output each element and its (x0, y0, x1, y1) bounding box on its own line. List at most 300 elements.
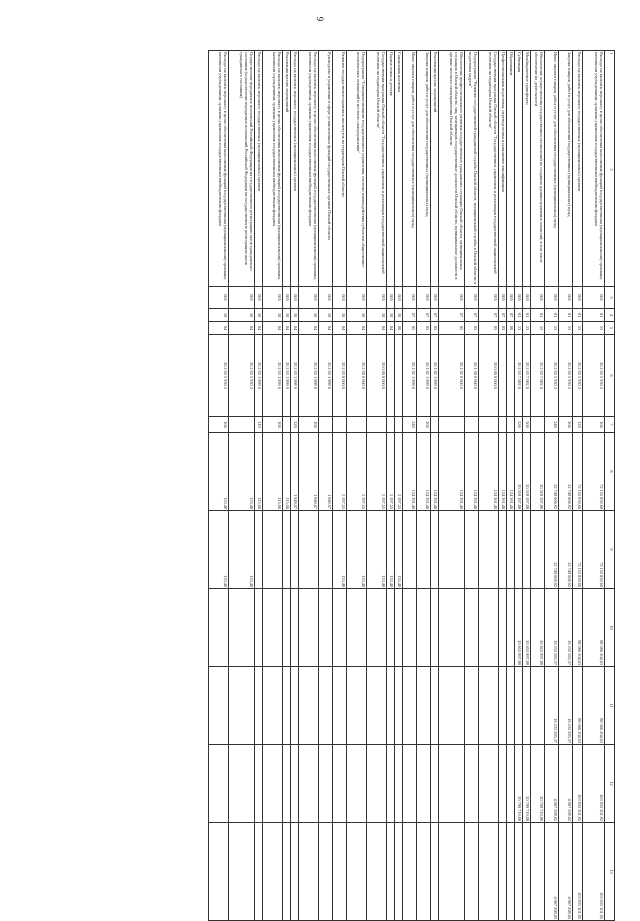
table-cell: 04 (299, 322, 319, 335)
table-cell (417, 667, 431, 745)
table-cell: 04 (319, 322, 333, 335)
table-cell: 05 (479, 322, 499, 335)
table-cell: 2 197,55 (395, 433, 403, 511)
table-cell: 88 566 204,63 (583, 589, 605, 667)
page-number: 9 (315, 16, 325, 22)
table-cell: 13 (559, 322, 573, 335)
table-cell: 133,48 (387, 511, 395, 589)
table-cell: 20 2 03 1 999 0 (263, 335, 283, 417)
table-cell: 20 799 719,88 (515, 745, 523, 823)
table-cell: 005 (333, 287, 347, 309)
row-name-cell: Реализация прочих мероприятий (431, 51, 439, 287)
header-label: 4 (609, 313, 614, 317)
table-cell (465, 417, 479, 433)
table-cell (263, 667, 283, 745)
table-cell: 005 (347, 287, 367, 309)
page-body (40, 50, 615, 919)
table-cell: 005 (291, 287, 299, 309)
header-cell (605, 417, 615, 433)
table-row (465, 51, 479, 921)
table-cell: 88 566 204,63 (583, 667, 605, 745)
row-name-cell: Подпрограмма "Совершенствование государственного управления, системы взаимодействия субъектов общественно-политических отношений и местного самоуправления" (347, 51, 367, 287)
table-cell: 10 (333, 309, 347, 322)
table-cell: 10 (291, 309, 299, 322)
table-cell (499, 589, 507, 667)
table-cell (395, 667, 403, 745)
table-cell: 005 (403, 287, 417, 309)
row-name-cell: Развитие государственно-правовых институтов на территории Омской области (333, 51, 347, 287)
header-label: 1 (609, 52, 614, 55)
table-cell (395, 335, 403, 417)
row-name-cell: Социальная политика (395, 51, 403, 287)
table-cell (523, 667, 531, 745)
table-cell (263, 745, 283, 823)
table-cell (507, 589, 515, 667)
table-cell: 20 1 01 1 999 0 (431, 335, 439, 417)
rotated-table-wrapper (40, 50, 615, 919)
table-row (299, 51, 319, 921)
table-cell (291, 823, 299, 921)
table-cell: 07 (417, 309, 431, 322)
table-cell (395, 417, 403, 433)
table-cell: 01 (583, 309, 605, 322)
table-cell (507, 335, 515, 417)
table-cell: 124 361,40 (439, 433, 465, 511)
table-cell: 20 2 03 7 082 0 (523, 335, 531, 417)
table-cell (439, 511, 465, 589)
table-cell (367, 667, 387, 745)
table-cell (367, 823, 387, 921)
table-cell (209, 823, 229, 921)
table-cell (523, 823, 531, 921)
header-label: 2 (609, 168, 614, 171)
table-cell (531, 823, 545, 921)
table-cell: 20 655 997,88 (531, 589, 545, 667)
table-cell: 72 155 859,60 (583, 433, 605, 511)
table-cell: 4 967 298,05 (559, 823, 573, 921)
table-cell: 133,48 (367, 511, 387, 589)
table-cell: 10 (263, 309, 283, 322)
table-cell (347, 745, 367, 823)
table-cell: 07 (403, 309, 417, 322)
table-cell: 2 197,55 (333, 433, 347, 511)
table-row (367, 51, 387, 921)
table-cell (465, 667, 479, 745)
table-cell: 133,48 (229, 433, 255, 511)
row-name-cell: Расходы на выплаты персоналу государственных (муниципальных) органов (573, 51, 583, 287)
table-cell: 005 (545, 287, 559, 309)
table-cell: 133,48 (333, 511, 347, 589)
table-cell (229, 589, 255, 667)
table-cell: 04 (367, 322, 387, 335)
table-cell: 110 (255, 417, 263, 433)
table-cell: 10 (387, 309, 395, 322)
table-cell (367, 745, 387, 823)
table-cell (479, 745, 499, 823)
table-cell: 88 566 204,63 (573, 667, 583, 745)
table-cell: 20 2 03 0 000 0 (333, 335, 347, 417)
table-cell (499, 745, 507, 823)
table-cell: 10 (209, 309, 229, 322)
table-cell: 20 1 01 0 000 0 (439, 335, 465, 417)
table-cell (319, 745, 333, 823)
table-cell (531, 417, 545, 433)
table-cell: 01 (523, 309, 531, 322)
table-cell (465, 511, 479, 589)
table-cell: 20 518 197,88 (515, 433, 523, 511)
table-cell: 100 (263, 417, 283, 433)
table-cell: 20 2 03 1 999 0 (283, 335, 291, 417)
table-cell: 20 799 719,88 (531, 745, 545, 823)
table-cell: 13 (545, 322, 559, 335)
table-cell (229, 823, 255, 921)
table-row (209, 51, 229, 921)
table-cell (347, 667, 367, 745)
table-row (507, 51, 515, 921)
table-cell (283, 823, 291, 921)
header-cell (605, 433, 615, 511)
table-cell: 20 2 03 1 998 0 (299, 335, 319, 417)
table-cell: 005 (209, 287, 229, 309)
table-cell (507, 745, 515, 823)
table-cell: 00 (395, 322, 403, 335)
row-name-cell: Охрана семьи и детства (387, 51, 395, 287)
table-cell (255, 823, 263, 921)
row-name-cell: Государственная программа Омской области "Государственное управление и реализация государственной национальной политики на территории Омской области" (479, 51, 499, 287)
table-row (263, 51, 283, 921)
row-name-cell: Реализация прочих мероприятий (283, 51, 291, 287)
table-cell: 124 361,40 (499, 433, 507, 511)
table-cell (531, 667, 545, 745)
table-cell (439, 589, 465, 667)
table-row (333, 51, 347, 921)
table-cell: 13 (573, 322, 583, 335)
table-cell: 115,00 (255, 433, 263, 511)
table-cell: 133,48 (209, 511, 229, 589)
table-cell: 124 361,40 (507, 433, 515, 511)
table-cell: 240 (545, 417, 559, 433)
table-cell: 200 (559, 417, 573, 433)
header-label: 7 (609, 423, 614, 426)
table-cell: 1 949,07 (319, 433, 333, 511)
table-cell: 120 (573, 417, 583, 433)
table-cell: 20 2 03 5 930 2 (209, 335, 229, 417)
table-cell: 04 (255, 322, 263, 335)
table-cell (333, 417, 347, 433)
table-cell: 20 2 03 5 930 2 (229, 335, 255, 417)
table-cell (299, 667, 319, 745)
table-cell: 20 2 03 5 930 2 (545, 335, 559, 417)
table-cell: 04 (387, 322, 395, 335)
table-cell (263, 589, 283, 667)
table-cell: 01 (545, 309, 559, 322)
table-row (573, 51, 583, 921)
table-cell: 04 (263, 322, 283, 335)
table-cell (333, 667, 347, 745)
table-cell: 07 (431, 309, 439, 322)
table-cell (291, 511, 299, 589)
table-cell (499, 417, 507, 433)
row-name-cell: Расходы на выплаты персоналу в целях обеспечения выполнения функций государственными (муниципальными) органами, казенными учреждениями, органами управления государственными внебюджетными фондами (299, 51, 319, 287)
table-cell: 1 949,07 (291, 433, 299, 511)
table-cell (403, 667, 417, 745)
table-cell: 00 (507, 322, 515, 335)
table-row (395, 51, 403, 921)
table-cell (395, 589, 403, 667)
table-row (403, 51, 417, 921)
table-cell: 20 655 997,88 (515, 589, 523, 667)
table-row (479, 51, 499, 921)
table-cell: 04 (209, 322, 229, 335)
table-cell: 22 749 006,92 (559, 511, 573, 589)
table-cell (431, 417, 439, 433)
row-name-cell: Межбюджетные трансферты (523, 51, 531, 287)
table-cell: 88 566 204,63 (573, 589, 583, 667)
table-cell (499, 511, 507, 589)
table-cell: 16 232 595,37 (545, 667, 559, 745)
row-name-cell: Иные закупки товаров, работ и услуг для обеспечения государственных (муниципальных) нужд (545, 51, 559, 287)
table-cell: 005 (559, 287, 573, 309)
table-cell (479, 667, 499, 745)
header-label: 13 (609, 869, 614, 874)
table-cell (499, 335, 507, 417)
table-cell (347, 823, 367, 921)
table-cell: 10 (299, 309, 319, 322)
table-cell: 120 (291, 417, 299, 433)
table-cell (319, 823, 333, 921)
table-cell: 13 (523, 322, 531, 335)
table-cell (283, 511, 291, 589)
table-cell (319, 511, 333, 589)
table-cell: 115,00 (283, 433, 291, 511)
table-cell: 4 967 298,05 (545, 823, 559, 921)
table-cell: 10 (229, 309, 255, 322)
table-cell: 01 (515, 309, 523, 322)
table-cell (291, 667, 299, 745)
table-cell: 10 (367, 309, 387, 322)
table-cell (387, 589, 395, 667)
table-cell: 20 799 719,88 (523, 745, 531, 823)
table-cell (283, 667, 291, 745)
table-cell: 200 (417, 417, 431, 433)
table-cell: 05 (417, 322, 431, 335)
table-cell (523, 511, 531, 589)
table-cell (507, 417, 515, 433)
table-cell: 20 2 03 7 082 0 (531, 335, 545, 417)
table-cell (333, 745, 347, 823)
table-cell: 005 (299, 287, 319, 309)
table-cell (507, 667, 515, 745)
row-name-cell: Расходы на выплаты персоналу государственных (муниципальных) органов (291, 51, 299, 287)
header-cell (605, 745, 615, 823)
header-cell (605, 667, 615, 745)
table-cell: 4 967 298,05 (559, 745, 573, 823)
table-cell: 20 2 03 1 999 0 (255, 335, 263, 417)
table-cell (291, 589, 299, 667)
table-cell (507, 823, 515, 921)
table-cell: 124 361,40 (403, 433, 417, 511)
table-row (499, 51, 507, 921)
table-cell (255, 511, 263, 589)
table-cell: 20 2 03 5 930 2 (559, 335, 573, 417)
header-label: 12 (609, 781, 614, 786)
table-cell (439, 745, 465, 823)
table-cell: 100 (299, 417, 319, 433)
row-name-cell: Образование (507, 51, 515, 287)
table-cell: 16 232 595,37 (545, 589, 559, 667)
table-cell: 20 2 03 5 930 2 (573, 335, 583, 417)
table-cell: 13 (583, 322, 605, 335)
table-cell: 2 197,55 (347, 433, 367, 511)
table-cell (417, 589, 431, 667)
table-cell: 005 (255, 287, 263, 309)
table-cell: 16 232 595,37 (559, 589, 573, 667)
row-name-cell: Расходы на выплаты персоналу в целях обеспечения выполнения функций государственными (муниципальными) органами, казенными учреждениями, органами управления государственными внебюджетными фондами (209, 51, 229, 287)
table-cell (395, 745, 403, 823)
table-row (439, 51, 465, 921)
table-cell (431, 667, 439, 745)
table-cell (333, 823, 347, 921)
table-row (417, 51, 431, 921)
row-name-cell: Руководство и управление в сфере установленных функций государственных органов Омской области (319, 51, 333, 287)
table-row (291, 51, 299, 921)
table-cell: 005 (573, 287, 583, 309)
table-cell: 1 949,07 (299, 433, 319, 511)
table-cell: 124 361,40 (479, 433, 499, 511)
header-cell (605, 287, 615, 309)
table-cell (499, 823, 507, 921)
table-cell (431, 511, 439, 589)
row-name-cell: Расходы на выплаты персоналу в целях обеспечения выполнения функций государственными (муниципальными) органами, казенными учреждениями, органами управления государственными внебюджетными фондами (263, 51, 283, 287)
table-cell: 04 (347, 322, 367, 335)
table-cell: 005 (465, 287, 479, 309)
table-cell: 20 2 00 0 000 0 (347, 335, 367, 417)
table-row (255, 51, 263, 921)
header-label: 10 (609, 625, 614, 630)
table-cell: 005 (417, 287, 431, 309)
row-name-cell: Профессиональная подготовка, переподготовка и повышение квалификации (499, 51, 507, 287)
table-row (523, 51, 531, 921)
table-cell: 10 (395, 309, 403, 322)
table-cell (479, 823, 499, 921)
table-cell (439, 417, 465, 433)
row-name-cell: Обеспечение профессионального развития государственных гражданских служащих Омской области, муниципальных служащих в Омской области, лиц, замещающих государственные должности Омской области, муниципальные должности в органах местного самоуправления Омской области (439, 51, 465, 287)
table-cell (319, 417, 333, 433)
table-cell: 20 1 01 1 999 0 (403, 335, 417, 417)
table-row (583, 51, 605, 921)
table-cell: 2 197,55 (387, 433, 395, 511)
table-cell: 4 967 298,05 (545, 745, 559, 823)
table-cell (387, 667, 395, 745)
header-label: 8 (609, 470, 614, 473)
row-name-cell: Осуществление переданных полномочий Российской Федерации на государственную регистрацию актов гражданского состояния (осуществление переданных полномочий Российской Федерации на государственную регистрацию актов гражданского состояния) (229, 51, 255, 287)
row-name-cell: Расходы на выплаты персоналу государственных (муниципальных) органов (255, 51, 263, 287)
table-cell: 124 361,40 (431, 433, 439, 511)
table-cell (431, 823, 439, 921)
table-cell: 005 (531, 287, 545, 309)
table-cell: 22 749 006,92 (545, 511, 559, 589)
row-name-cell: Иные закупки товаров, работ и услуг для обеспечения государственных (муниципальных) нужд (403, 51, 417, 287)
table-cell (465, 589, 479, 667)
header-label: 9 (609, 548, 614, 551)
table-cell: 05 (403, 322, 417, 335)
table-cell (465, 745, 479, 823)
table-cell: 01 (531, 309, 545, 322)
table-row (387, 51, 395, 921)
header-label: 11 (609, 703, 614, 708)
table-cell: 20 0 00 0 000 0 (367, 335, 387, 417)
table-cell (347, 417, 367, 433)
header-label: 5 (609, 326, 614, 330)
table-cell (515, 823, 523, 921)
table-row (531, 51, 545, 921)
table-cell (507, 511, 515, 589)
header-label: 3 (609, 296, 614, 299)
header-cell (605, 322, 615, 335)
table-cell: 01 (559, 309, 573, 322)
table-cell: 005 (431, 287, 439, 309)
table-cell: 103 835 301,95 (583, 745, 605, 823)
table-row (515, 51, 523, 921)
table-cell: 05 (499, 322, 507, 335)
table-cell (299, 511, 319, 589)
table-cell (431, 745, 439, 823)
table-cell (387, 417, 395, 433)
table-cell (209, 745, 229, 823)
table-cell (255, 667, 263, 745)
table-cell (439, 667, 465, 745)
table-cell: 04 (283, 322, 291, 335)
table-cell: 07 (507, 309, 515, 322)
table-cell (465, 823, 479, 921)
table-cell (417, 511, 431, 589)
budget-table (208, 50, 615, 921)
table-cell (515, 667, 523, 745)
table-cell (367, 417, 387, 433)
table-cell (299, 589, 319, 667)
table-cell (403, 823, 417, 921)
table-cell: 124 361,40 (465, 433, 479, 511)
header-row (605, 51, 615, 921)
table-cell (515, 511, 523, 589)
table-cell: 07 (499, 309, 507, 322)
table-cell: 04 (229, 322, 255, 335)
table-cell: 05 (439, 322, 465, 335)
table-row (229, 51, 255, 921)
table-cell (319, 667, 333, 745)
header-cell (605, 335, 615, 417)
table-cell: 005 (515, 287, 523, 309)
table-cell: 04 (291, 322, 299, 335)
table-cell (403, 589, 417, 667)
table-cell (403, 745, 417, 823)
header-cell (605, 823, 615, 921)
table-cell: 005 (499, 287, 507, 309)
row-name-cell: Закупка товаров, работ и услуг для обеспечения государственных (муниципальных) нужд (559, 51, 573, 287)
table-row (559, 51, 573, 921)
table-cell (283, 589, 291, 667)
table-cell (283, 417, 291, 433)
table-cell: 20 518 197,88 (531, 433, 545, 511)
table-cell (479, 417, 499, 433)
table-cell (291, 745, 299, 823)
table-cell (417, 745, 431, 823)
table-cell: 20 0 00 0 000 0 (479, 335, 499, 417)
table-row (319, 51, 333, 921)
header-cell (605, 309, 615, 322)
table-cell (209, 667, 229, 745)
table-cell: 133,48 (209, 433, 229, 511)
